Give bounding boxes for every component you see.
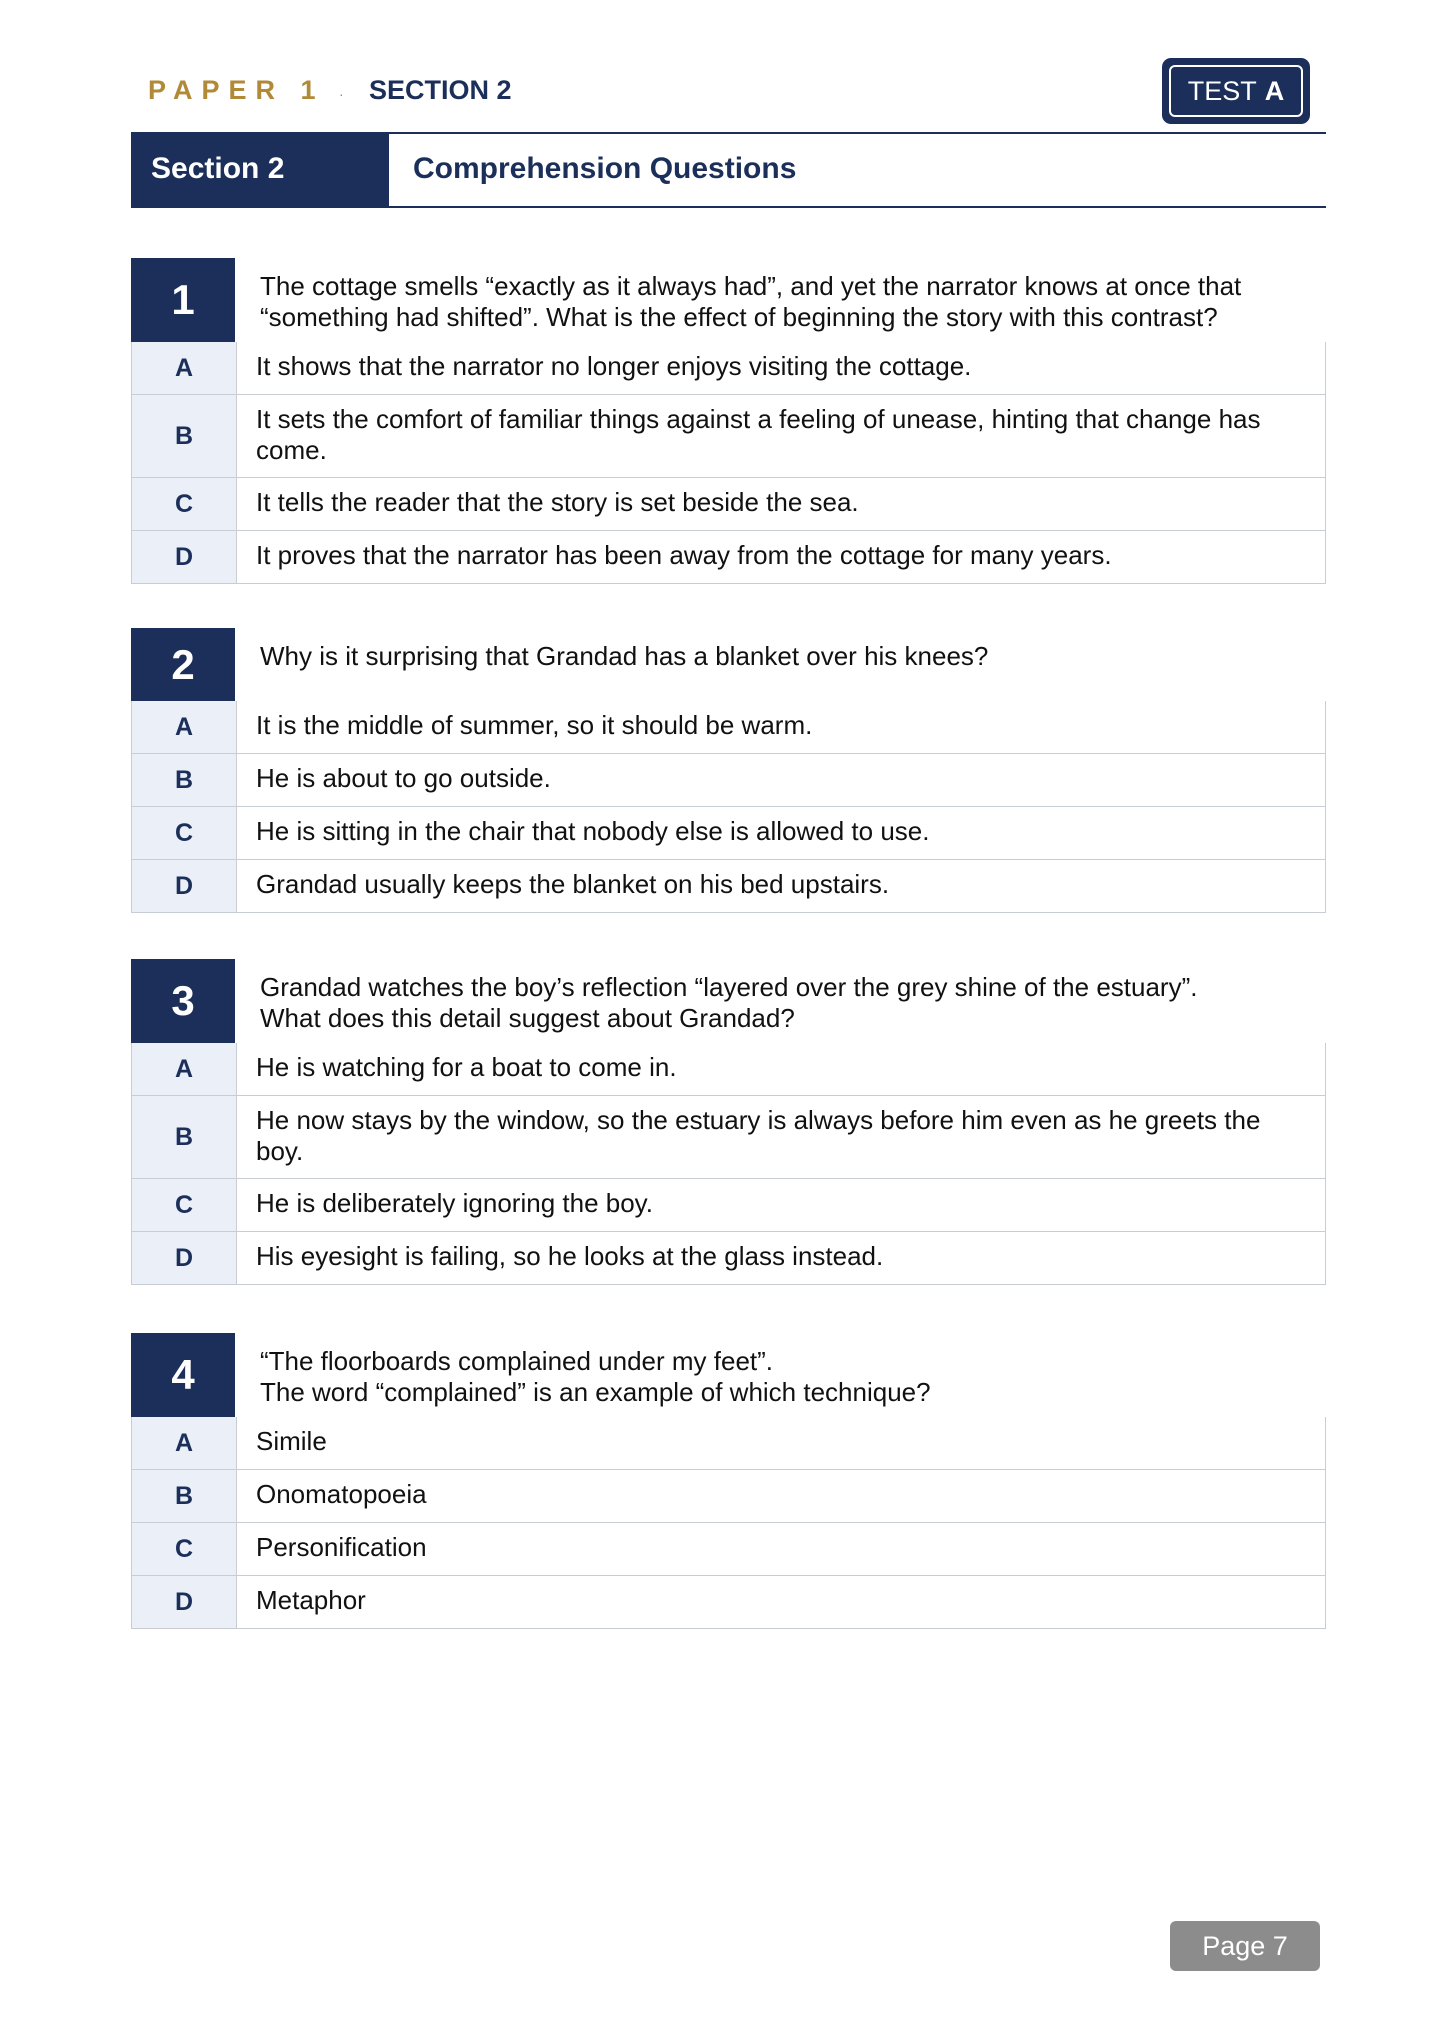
section-bar — [131, 132, 1326, 208]
answer-option-a[interactable] — [131, 1417, 1326, 1470]
question-2 — [131, 628, 1326, 913]
section-bar-label: Section 2 — [131, 132, 389, 206]
answer-option-c[interactable] — [131, 807, 1326, 860]
question-1 — [131, 258, 1326, 584]
question-stem: Grandad watches the boy’s reflection “layered over the grey shine of the estuary”. What does this detail suggest about Grandad? — [260, 972, 1198, 1033]
question-number: 3 — [131, 959, 235, 1043]
option-text: His eyesight is failing, so he looks at the glass instead. — [256, 1241, 884, 1271]
test-letter: A — [1264, 75, 1285, 106]
option-letter: B — [132, 395, 237, 477]
option-text: Personification — [256, 1532, 427, 1562]
answer-option-c[interactable] — [131, 1523, 1326, 1576]
answer-option-b[interactable] — [131, 1470, 1326, 1523]
option-text: It proves that the narrator has been away from the cottage for many years. — [256, 540, 1112, 570]
answer-option-b[interactable] — [131, 1096, 1326, 1179]
test-badge — [1162, 58, 1310, 124]
question-3 — [131, 959, 1326, 1285]
option-letter: A — [132, 1043, 237, 1095]
test-word: TEST — [1187, 75, 1257, 106]
option-letter: C — [132, 478, 237, 530]
question-number: 2 — [131, 628, 235, 701]
header-section-label: SECTION 2 — [369, 75, 512, 105]
option-letter: C — [132, 1179, 237, 1231]
option-text: It is the middle of summer, so it should be warm. — [256, 710, 813, 740]
answer-option-d[interactable] — [131, 531, 1326, 584]
answer-option-d[interactable] — [131, 1232, 1326, 1285]
option-letter: D — [132, 1576, 237, 1628]
question-number: 1 — [131, 258, 235, 342]
answer-option-c[interactable] — [131, 478, 1326, 531]
answer-option-a[interactable] — [131, 701, 1326, 754]
answer-option-c[interactable] — [131, 1179, 1326, 1232]
option-text: He is about to go outside. — [256, 763, 551, 793]
option-text: He is sitting in the chair that nobody else is allowed to use. — [256, 816, 930, 846]
answer-option-b[interactable] — [131, 395, 1326, 478]
header-separator: · — [339, 86, 344, 102]
option-letter: B — [132, 1470, 237, 1522]
paper-label: PAPER 1 — [148, 75, 325, 105]
option-letter: C — [132, 807, 237, 859]
option-letter: C — [132, 1523, 237, 1575]
option-letter: A — [132, 342, 237, 394]
option-letter: D — [132, 531, 237, 583]
question-stem: Why is it surprising that Grandad has a blanket over his knees? — [260, 641, 989, 671]
option-letter: A — [132, 701, 237, 753]
answer-option-b[interactable] — [131, 754, 1326, 807]
answer-option-d[interactable] — [131, 860, 1326, 913]
option-text: Onomatopoeia — [256, 1479, 427, 1509]
option-letter: B — [132, 754, 237, 806]
page-number-badge: Page 7 — [1170, 1921, 1320, 1971]
question-header — [131, 628, 1326, 701]
answer-option-a[interactable] — [131, 1043, 1326, 1096]
test-badge-inner — [1169, 65, 1303, 117]
question-header — [131, 959, 1326, 1043]
option-text: Metaphor — [256, 1585, 366, 1615]
section-bar-title: Comprehension Questions — [413, 152, 797, 185]
option-text: It sets the comfort of familiar things against a feeling of unease, hinting that change has come. — [256, 404, 1261, 465]
option-text: Grandad usually keeps the blanket on his bed upstairs. — [256, 869, 890, 899]
question-stem: The cottage smells “exactly as it always had”, and yet the narrator knows at once that “something had shifted”. What is the effect of beginning the story with this contrast? — [260, 271, 1242, 332]
page-header — [131, 58, 1326, 134]
option-text: Simile — [256, 1426, 327, 1456]
question-header — [131, 258, 1326, 342]
option-text: He is deliberately ignoring the boy. — [256, 1188, 653, 1218]
question-number: 4 — [131, 1333, 235, 1417]
option-text: It tells the reader that the story is set beside the sea. — [256, 487, 859, 517]
option-text: He is watching for a boat to come in. — [256, 1052, 677, 1082]
answer-option-d[interactable] — [131, 1576, 1326, 1629]
option-letter: A — [132, 1417, 237, 1469]
option-text: It shows that the narrator no longer enjoys visiting the cottage. — [256, 351, 972, 381]
question-4 — [131, 1333, 1326, 1629]
option-text: He now stays by the window, so the estuary is always before him even as he greets the boy. — [256, 1105, 1261, 1166]
question-stem: “The floorboards complained under my feet”. The word “complained” is an example of which technique? — [260, 1346, 931, 1407]
question-header — [131, 1333, 1326, 1417]
option-letter: B — [132, 1096, 237, 1178]
option-letter: D — [132, 860, 237, 912]
answer-option-a[interactable] — [131, 342, 1326, 395]
option-letter: D — [132, 1232, 237, 1284]
